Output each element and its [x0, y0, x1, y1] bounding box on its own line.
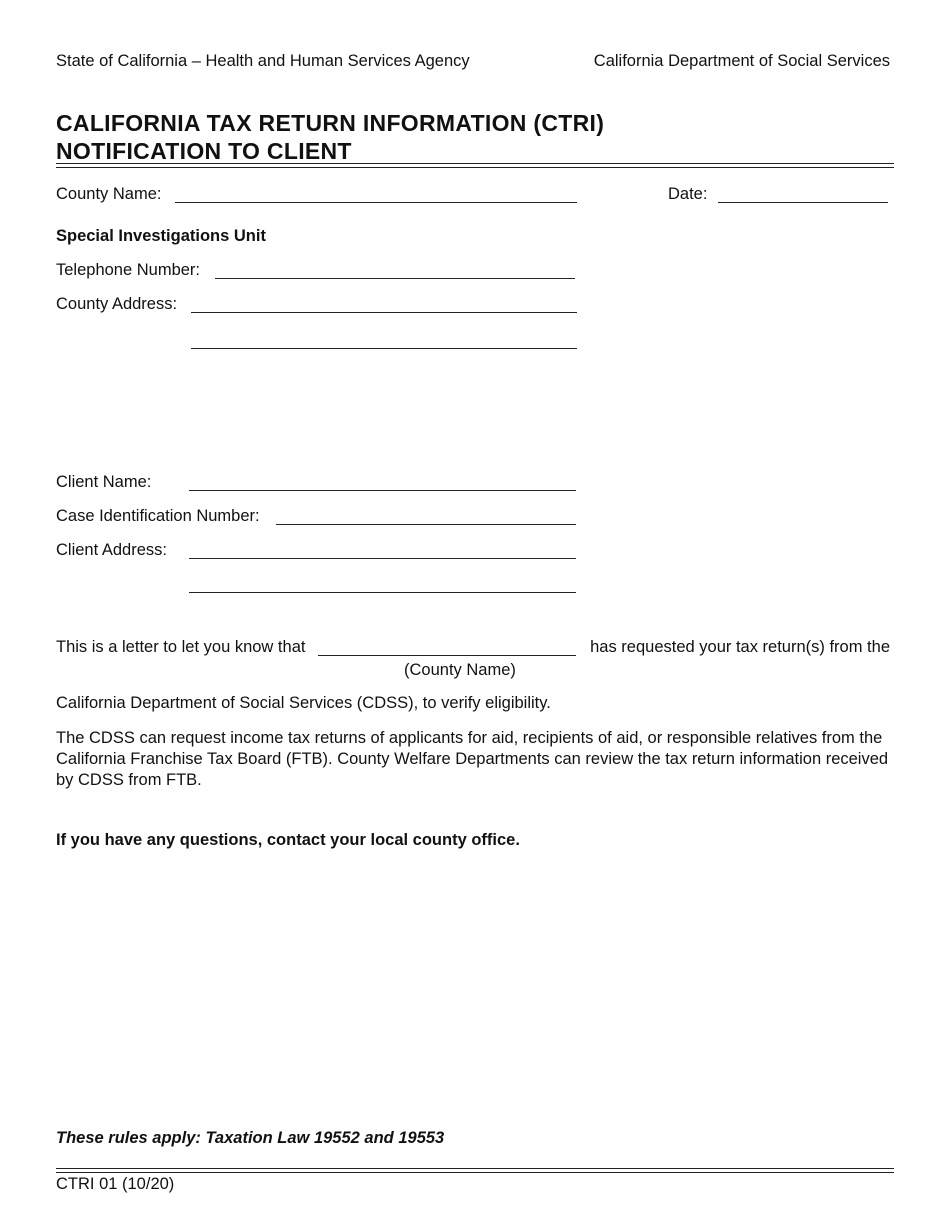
footer-divider-top	[56, 1168, 894, 1169]
client-address-field-line1[interactable]	[189, 558, 576, 559]
rules-notice: These rules apply: Taxation Law 19552 and 19553	[56, 1129, 445, 1147]
client-name-field[interactable]	[189, 490, 576, 491]
agency-header: State of California – Health and Human Services Agency	[56, 52, 470, 70]
title-divider-top	[56, 163, 894, 164]
county-name-label: County Name:	[56, 185, 162, 203]
date-label: Date:	[668, 185, 708, 203]
questions-notice: If you have any questions, contact your local county office.	[56, 831, 520, 849]
county-name-field[interactable]	[175, 202, 577, 203]
county-address-field-line2[interactable]	[191, 348, 577, 349]
telephone-field[interactable]	[215, 278, 575, 279]
case-id-label: Case Identification Number:	[56, 507, 260, 525]
siu-heading: Special Investigations Unit	[56, 227, 266, 245]
county-address-field-line1[interactable]	[191, 312, 577, 313]
county-name-caption: (County Name)	[404, 661, 516, 679]
letter-county-name-field[interactable]	[318, 655, 576, 656]
letter-trail-text: has requested your tax return(s) from the	[590, 638, 890, 656]
footer-divider-bottom	[56, 1172, 894, 1173]
form-title-line2: NOTIFICATION TO CLIENT	[56, 138, 352, 164]
date-field[interactable]	[718, 202, 888, 203]
title-divider-bottom	[56, 167, 894, 168]
client-address-label: Client Address:	[56, 541, 167, 559]
case-id-field[interactable]	[276, 524, 576, 525]
client-name-label: Client Name:	[56, 473, 152, 491]
letter-line2: California Department of Social Services (CDSS), to verify eligibility.	[56, 694, 551, 712]
county-address-label: County Address:	[56, 295, 178, 313]
cdss-paragraph: The CDSS can request income tax returns of applicants for aid, recipients of aid, or responsible relatives from the California Franchise Tax Board (FTB). County Welfare Departments can review the tax return information received by CDSS from FTB.	[56, 729, 889, 789]
telephone-label: Telephone Number:	[56, 261, 201, 279]
client-address-field-line2[interactable]	[189, 592, 576, 593]
department-header: California Department of Social Services	[593, 52, 890, 70]
form-id: CTRI 01 (10/20)	[56, 1175, 175, 1193]
form-title-line1: CALIFORNIA TAX RETURN INFORMATION (CTRI)	[56, 110, 605, 136]
letter-lead-text: This is a letter to let you know that	[56, 638, 306, 656]
